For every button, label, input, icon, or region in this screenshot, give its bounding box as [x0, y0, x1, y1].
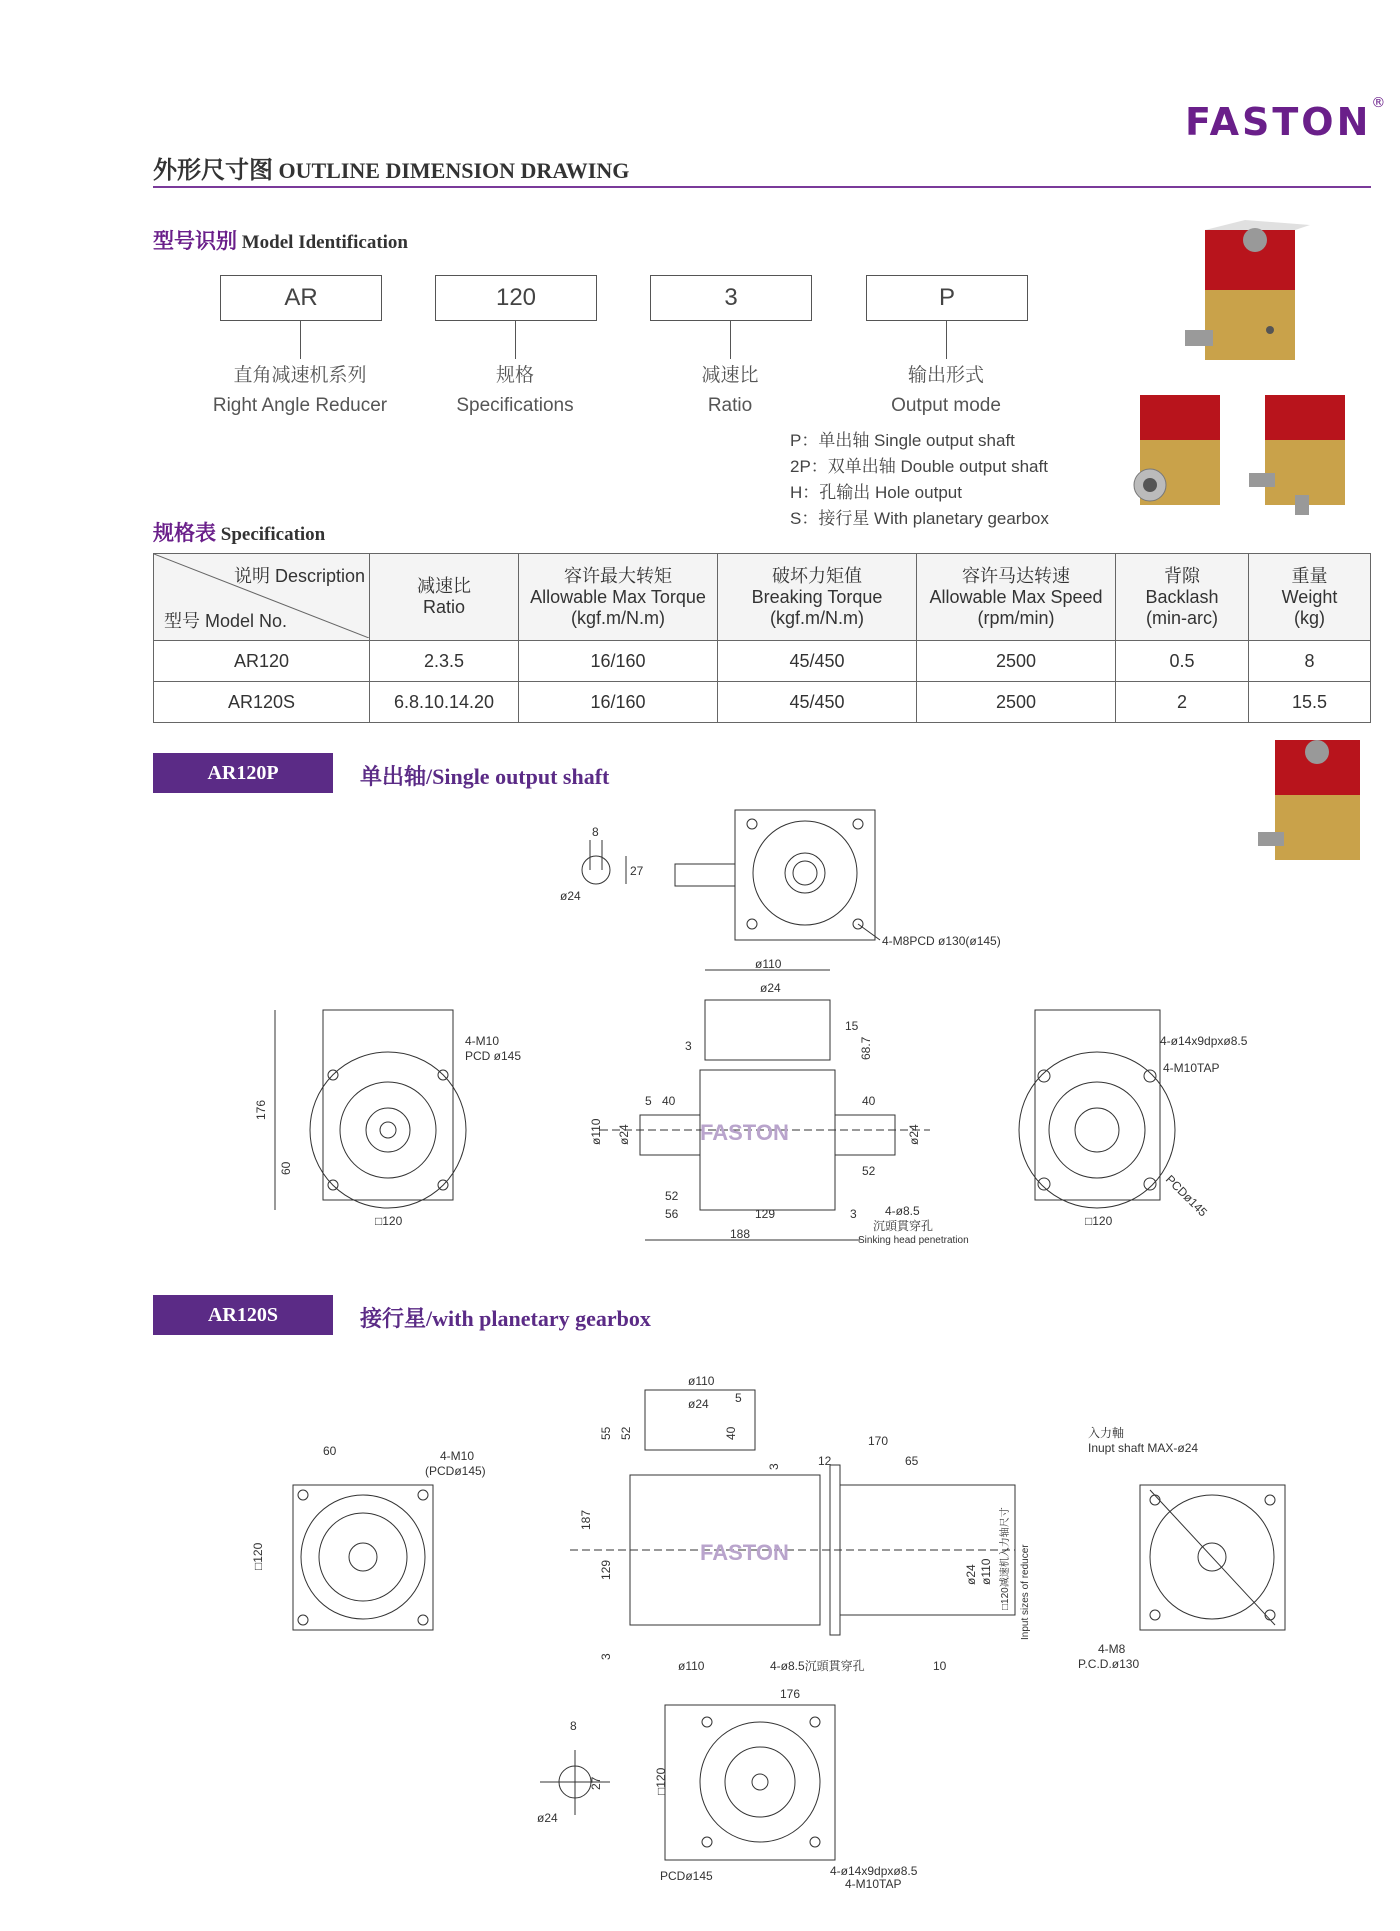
svg-text:□120: □120	[375, 1214, 403, 1228]
code-label-ratio: 减速比 Ratio	[701, 365, 759, 416]
svg-text:188: 188	[730, 1227, 751, 1241]
svg-text:5: 5	[645, 1094, 652, 1108]
svg-text:55: 55	[599, 1426, 613, 1440]
svg-text:65: 65	[905, 1454, 919, 1468]
svg-text:60: 60	[323, 1444, 337, 1458]
svg-text:□120: □120	[1085, 1214, 1113, 1228]
svg-text:ø110: ø110	[979, 1558, 993, 1585]
side-view-top	[705, 1000, 830, 1060]
svg-text:56: 56	[665, 1207, 679, 1221]
front-view-body	[323, 1010, 453, 1200]
product-photo-h	[1120, 385, 1240, 515]
option-item: S：接行星 With planetary gearbox	[790, 509, 1049, 528]
svg-text:4-M10TAP: 4-M10TAP	[845, 1877, 902, 1891]
svg-text:PCD ø145: PCD ø145	[465, 1049, 522, 1063]
svg-text:4-ø14x9dpxø8.5: 4-ø14x9dpxø8.5	[830, 1864, 918, 1878]
table-corner-cell	[154, 554, 370, 641]
brand-logo: FASTON®	[1185, 95, 1389, 144]
svg-text:40: 40	[862, 1094, 876, 1108]
svg-text:□120: □120	[251, 1542, 265, 1570]
svg-text:Inupt shaft MAX-ø24: Inupt shaft MAX-ø24	[1088, 1441, 1199, 1455]
table-row: AR120 2.3.5 16/160 45/450 2500 0.5 8	[154, 641, 1371, 682]
planetary-body	[840, 1485, 1015, 1615]
svg-text:52: 52	[665, 1189, 679, 1203]
svg-text:52: 52	[862, 1164, 876, 1178]
svg-text:52: 52	[619, 1426, 633, 1440]
table-row: AR120S 6.8.10.14.20 16/160 45/450 2500 2 15.5	[154, 682, 1371, 723]
code-label-spec: 规格 Specifications	[456, 365, 574, 416]
top-view-flange	[753, 821, 857, 925]
svg-text:ø24: ø24	[907, 1124, 921, 1145]
svg-text:68.7: 68.7	[859, 1036, 873, 1060]
model-id-heading: 型号识别 Model Identification	[153, 229, 408, 253]
svg-text:ø24: ø24	[537, 1811, 558, 1825]
bottom-view-body	[665, 1705, 835, 1860]
svg-text:P.C.D.ø130: P.C.D.ø130	[1078, 1657, 1140, 1671]
title-divider	[153, 186, 1371, 188]
svg-text:187: 187	[579, 1509, 593, 1530]
column-header: 容许最大转矩 Allowable Max Torque (kgf.m/N.m)	[519, 554, 718, 641]
connector-line	[300, 321, 301, 359]
section-title-p: 单出轴/Single output shaft	[360, 764, 610, 789]
connector-line	[515, 321, 516, 359]
svg-text:4-M10TAP: 4-M10TAP	[1163, 1061, 1220, 1075]
rear-view-body	[1035, 1010, 1160, 1200]
svg-text:Input sizes of reducer: Input sizes of reducer	[1020, 1544, 1031, 1640]
option-item: H：孔输出 Hole output	[790, 483, 962, 502]
svg-text:176: 176	[780, 1687, 801, 1701]
svg-text:PCDø145: PCDø145	[1162, 1172, 1211, 1220]
svg-text:□120: □120	[654, 1767, 668, 1795]
spec-heading: 规格表 Specification	[153, 521, 326, 545]
connector-line	[730, 321, 731, 359]
svg-text:Sinking head penetration: Sinking head penetration	[858, 1235, 969, 1246]
svg-text:170: 170	[868, 1434, 889, 1448]
svg-text:ø24: ø24	[617, 1124, 631, 1145]
svg-text:129: 129	[599, 1559, 613, 1580]
svg-text:ø24: ø24	[760, 981, 781, 995]
key-view-circle	[582, 856, 610, 884]
svg-text:4-M10: 4-M10	[465, 1034, 500, 1048]
svg-text:129: 129	[755, 1207, 776, 1221]
svg-text:5: 5	[735, 1391, 742, 1405]
spec-table	[153, 553, 1371, 723]
svg-text:4-ø8.5沉頭貫穿孔: 4-ø8.5沉頭貫穿孔	[770, 1659, 865, 1673]
drawing-ar120p	[0, 800, 1400, 1260]
watermark-logo: FASTON	[700, 1120, 789, 1145]
column-header: 重量 Weight (kg)	[1249, 554, 1371, 641]
top-view-shaft	[675, 864, 735, 886]
code-box-spec: 120	[435, 275, 597, 321]
svg-text:3: 3	[599, 1653, 613, 1660]
svg-text:ø110: ø110	[589, 1118, 603, 1145]
svg-text:3: 3	[767, 1463, 781, 1470]
column-header: 背隙 Backlash (min-arc)	[1116, 554, 1249, 641]
column-header: 减速比 Ratio	[370, 554, 519, 641]
svg-text:ø110: ø110	[688, 1374, 715, 1388]
corner-top-label: 说明 Description	[233, 566, 365, 586]
option-item: P：单出轴 Single output shaft	[790, 431, 1015, 450]
dim-label: 27	[630, 864, 644, 878]
svg-text:176: 176	[254, 1099, 268, 1120]
svg-text:ø24: ø24	[964, 1564, 978, 1585]
section-tag-ar120s: AR120S	[153, 1295, 333, 1335]
svg-text:4-ø8.5: 4-ø8.5	[885, 1204, 920, 1218]
svg-text:沉頭貫穿孔: 沉頭貫穿孔	[873, 1219, 934, 1233]
svg-text:□120减速机入力轴尺寸: □120减速机入力轴尺寸	[1000, 1507, 1011, 1610]
svg-text:10: 10	[933, 1659, 947, 1673]
svg-text:4-M8: 4-M8	[1098, 1642, 1126, 1656]
code-box-ratio: 3	[650, 275, 812, 321]
watermark-logo: FASTON	[700, 1540, 789, 1565]
svg-text:4-M10: 4-M10	[440, 1449, 475, 1463]
svg-text:入力軸: 入力軸	[1088, 1426, 1125, 1440]
product-photo-2p	[1245, 385, 1365, 515]
svg-text:15: 15	[845, 1019, 859, 1033]
svg-text:(PCDø145): (PCDø145)	[425, 1464, 486, 1478]
front-view-body	[293, 1485, 433, 1630]
dim-label: 4-M8PCD ø130(ø145)	[882, 934, 1001, 948]
page-title: 外形尺寸图 OUTLINE DIMENSION DRAWING	[153, 158, 630, 184]
code-label-output: 输出形式 Output mode	[891, 365, 1001, 416]
code-box-output: P	[866, 275, 1028, 321]
top-view-bore	[785, 853, 825, 893]
svg-text:40: 40	[662, 1094, 676, 1108]
section-tag-ar120p: AR120P	[153, 753, 333, 793]
connector-line	[946, 321, 947, 359]
svg-text:60: 60	[279, 1161, 293, 1175]
dim-label: ø24	[560, 889, 581, 903]
svg-text:ø24: ø24	[688, 1397, 709, 1411]
option-item: 2P：双单出轴 Double output shaft	[790, 457, 1048, 476]
svg-text:ø110: ø110	[755, 957, 782, 971]
corner-bottom-label: 型号 Model No.	[164, 611, 288, 631]
code-box-series: AR	[220, 275, 382, 321]
svg-text:PCDø145: PCDø145	[660, 1869, 713, 1883]
output-options	[790, 428, 1049, 532]
svg-text:8: 8	[570, 1719, 577, 1733]
svg-text:27: 27	[589, 1776, 603, 1790]
column-header: 容许马达转速 Allowable Max Speed (rpm/min)	[917, 554, 1116, 641]
dim-label: 8	[592, 825, 599, 839]
svg-text:40: 40	[724, 1426, 738, 1440]
product-photo-p	[1180, 220, 1330, 370]
section-title-s: 接行星/with planetary gearbox	[360, 1306, 651, 1331]
code-label-series: 直角减速机系列 Right Angle Reducer	[212, 365, 388, 416]
svg-text:3: 3	[850, 1207, 857, 1221]
svg-text:4-ø14x9dpxø8.5: 4-ø14x9dpxø8.5	[1160, 1034, 1248, 1048]
svg-text:ø110: ø110	[678, 1659, 705, 1673]
svg-text:3: 3	[685, 1039, 692, 1053]
svg-text:12: 12	[818, 1454, 832, 1468]
column-header: 破坏力矩值 Breaking Torque (kgf.m/N.m)	[718, 554, 917, 641]
drawing-ar120s	[0, 1370, 1400, 1915]
